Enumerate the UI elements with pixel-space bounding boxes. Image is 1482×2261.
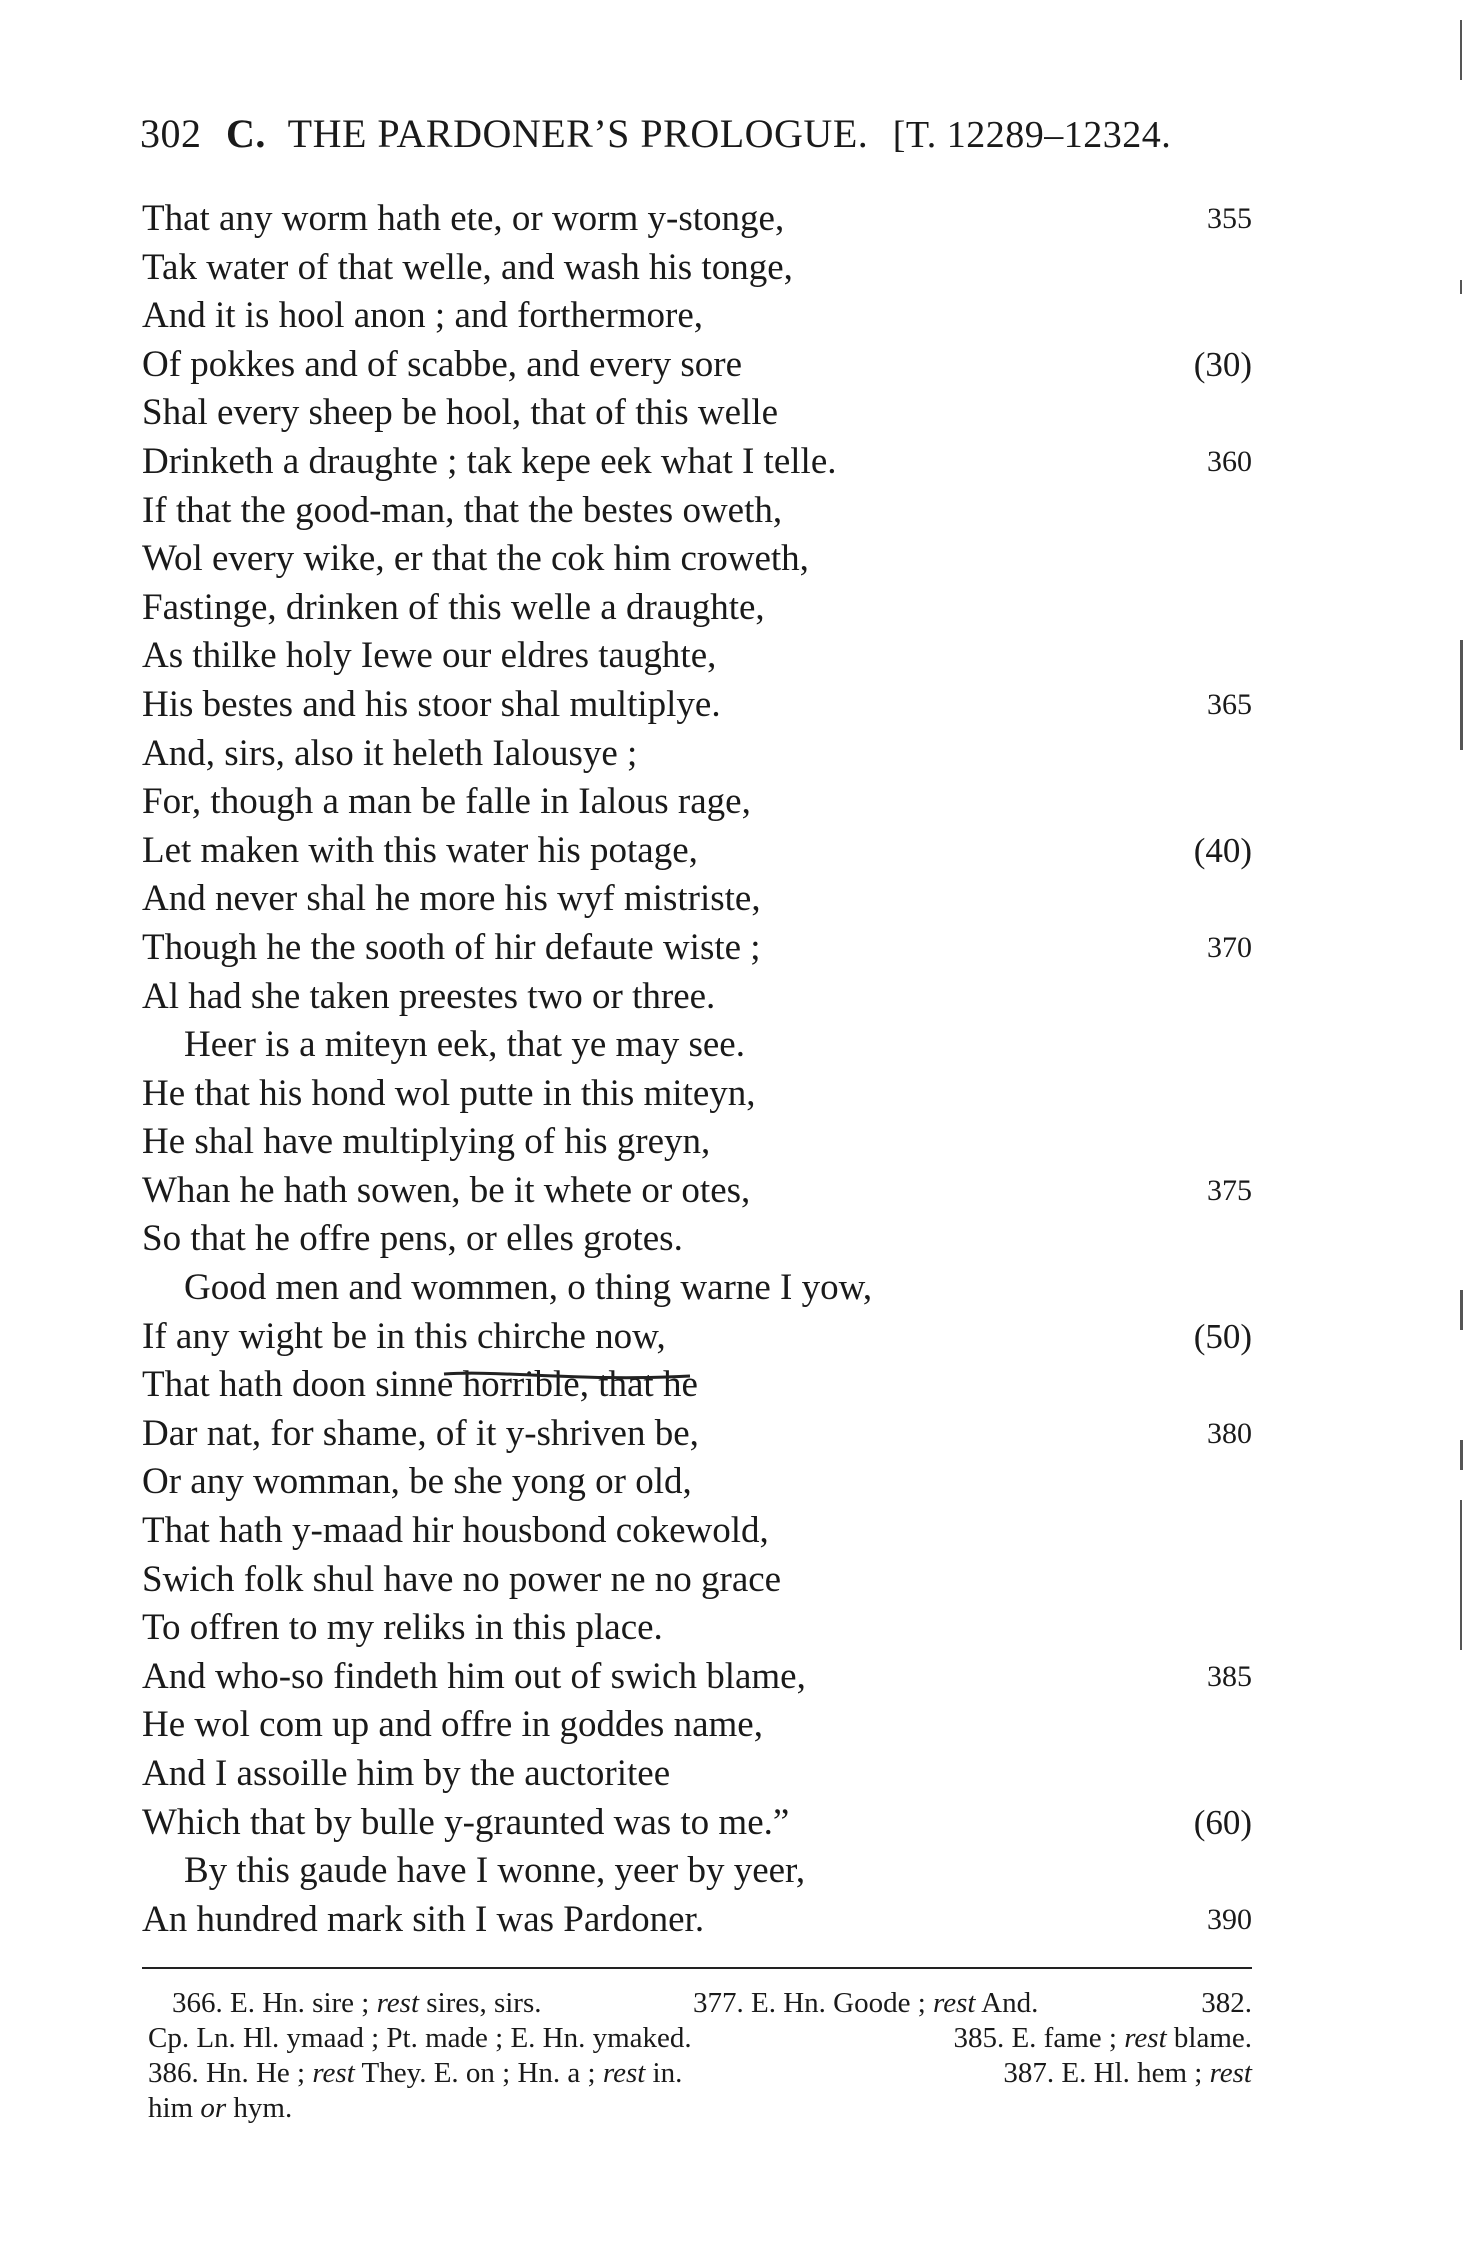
verse-line bbox=[142, 1750, 1252, 1799]
verse-line bbox=[142, 584, 1252, 633]
verse-text: If that the good-man, that the bestes oweth, bbox=[142, 489, 783, 531]
verse-line bbox=[142, 244, 1252, 293]
verse-block bbox=[142, 195, 1252, 1944]
verse-line bbox=[142, 827, 1252, 876]
verse-text: That any worm hath ete, or worm y-stonge, bbox=[142, 198, 785, 239]
verse-text: As thilke holy Iewe our eldres taughte, bbox=[142, 635, 717, 677]
verse-text: Of pokkes and of scabbe, and every sore bbox=[142, 343, 743, 385]
verse-line bbox=[142, 1653, 1252, 1702]
note-387-continued: him or hym. bbox=[148, 2092, 293, 2124]
scan-mark bbox=[1460, 640, 1463, 750]
scan-edge-marks bbox=[1460, 0, 1482, 2261]
verse-text: And I assoille him by the auctoritee bbox=[142, 1753, 671, 1794]
note-377: 377. E. Hn. Goode ; rest And. bbox=[693, 1987, 1039, 2019]
footnote-line bbox=[148, 2091, 1252, 2126]
line-number: 365 bbox=[1207, 687, 1252, 721]
verse-text: And never shal he more his wyf mistriste, bbox=[142, 878, 761, 920]
note-382-number: 382. bbox=[1201, 1987, 1252, 2019]
page-title: THE PARDONER’S PROLOGUE. bbox=[287, 111, 869, 156]
verse-line bbox=[142, 1896, 1252, 1945]
verse-text: Tak water of that welle, and wash his tonge, bbox=[142, 246, 793, 288]
verse-line bbox=[142, 1507, 1252, 1556]
verse-line bbox=[142, 1070, 1252, 1119]
verse-text: Al had she taken preestes two or three. bbox=[142, 975, 716, 1017]
verse-line bbox=[142, 1215, 1252, 1264]
verse-line bbox=[142, 924, 1252, 973]
note-382: Cp. Ln. Hl. ymaad ; Pt. made ; E. Hn. ymaked. bbox=[148, 2022, 692, 2054]
verse-line bbox=[142, 1021, 1252, 1070]
scan-mark bbox=[1460, 20, 1462, 80]
verse-text: An hundred mark sith I was Pardoner. bbox=[142, 1898, 705, 1940]
verse-text: Dar nat, for shame, of it y-shriven be, bbox=[142, 1412, 699, 1454]
verse-text: And it is hool anon ; and forthermore, bbox=[142, 295, 704, 337]
section-letter: C. bbox=[226, 111, 266, 156]
scan-mark bbox=[1460, 1290, 1463, 1330]
line-number: 370 bbox=[1207, 930, 1252, 964]
line-number: 360 bbox=[1207, 444, 1252, 478]
verse-text: Heer is a miteyn eek, that ye may see. bbox=[184, 1024, 745, 1066]
verse-line bbox=[142, 1118, 1252, 1167]
note-386: 386. Hn. He ; rest They. E. on ; Hn. a ; rest in. bbox=[148, 2057, 683, 2089]
verse-line bbox=[142, 292, 1252, 341]
verse-text: Good men and wommen, o thing warne I yow, bbox=[184, 1267, 873, 1309]
verse-text: That hath y-maad hir housbond cokewold, bbox=[142, 1510, 769, 1552]
verse-line bbox=[142, 681, 1252, 730]
note-366: 366. E. Hn. sire ; rest sires, sirs. bbox=[172, 1987, 542, 2019]
verse-line bbox=[142, 1167, 1252, 1216]
line-number: 385 bbox=[1207, 1659, 1252, 1693]
footnote-line bbox=[148, 2021, 1252, 2056]
verse-text: He wol com up and offre in goddes name, bbox=[142, 1704, 763, 1746]
verse-text: Whan he hath sowen, be it whete or otes, bbox=[142, 1169, 751, 1211]
line-number: 390 bbox=[1207, 1902, 1252, 1936]
verse-text: His bestes and his stoor shal multiplye. bbox=[142, 683, 721, 725]
verse-line bbox=[142, 1799, 1252, 1848]
line-number: (40) bbox=[1193, 830, 1252, 870]
verse-line bbox=[142, 730, 1252, 779]
verse-text: So that he offre pens, or elles grotes. bbox=[142, 1218, 683, 1260]
line-number: 380 bbox=[1207, 1416, 1252, 1450]
verse-line bbox=[142, 1361, 1252, 1410]
line-number: (30) bbox=[1193, 344, 1252, 384]
scan-mark bbox=[1460, 1500, 1462, 1650]
verse-line bbox=[142, 341, 1252, 390]
verse-text: To offren to my reliks in this place. bbox=[142, 1607, 663, 1649]
verse-text: By this gaude have I wonne, yeer by yeer, bbox=[184, 1850, 806, 1892]
verse-line bbox=[142, 778, 1252, 827]
note-387: 387. E. Hl. hem ; rest bbox=[1003, 2057, 1252, 2089]
verse-line bbox=[142, 632, 1252, 681]
ink-stroke-mark bbox=[442, 1368, 692, 1384]
footnote-line bbox=[148, 2056, 1252, 2091]
page-number: 302 bbox=[140, 111, 202, 156]
footnotes bbox=[148, 1986, 1252, 2126]
verse-line bbox=[142, 487, 1252, 536]
verse-line bbox=[142, 1701, 1252, 1750]
running-head bbox=[140, 110, 1171, 157]
verse-line bbox=[142, 1264, 1252, 1313]
verse-text: Let maken with this water his potage, bbox=[142, 829, 698, 871]
verse-text: Fastinge, drinken of this welle a draughte, bbox=[142, 586, 765, 628]
verse-text: Wol every wike, er that the cok him croweth, bbox=[142, 538, 809, 580]
verse-line bbox=[142, 438, 1252, 487]
verse-text: He shal have multiplying of his greyn, bbox=[142, 1121, 711, 1163]
line-number: (60) bbox=[1193, 1802, 1252, 1842]
verse-line bbox=[142, 1458, 1252, 1507]
scan-mark bbox=[1460, 280, 1462, 294]
verse-text: He that his hond wol putte in this miteyn, bbox=[142, 1072, 756, 1114]
verse-text: Which that by bulle y-graunted was to me.” bbox=[142, 1801, 790, 1843]
verse-line bbox=[142, 1847, 1252, 1896]
footnote-line bbox=[148, 1986, 1252, 2021]
footnote-rule bbox=[142, 1967, 1252, 1969]
verse-text: If any wight be in this chirche now, bbox=[142, 1315, 666, 1357]
line-number: 375 bbox=[1207, 1173, 1252, 1207]
line-number: 355 bbox=[1207, 202, 1252, 235]
verse-line bbox=[142, 875, 1252, 924]
verse-line bbox=[142, 1604, 1252, 1653]
verse-line bbox=[142, 535, 1252, 584]
verse-line bbox=[142, 1313, 1252, 1362]
verse-text: For, though a man be falle in Ialous rage, bbox=[142, 781, 751, 823]
verse-text: Drinketh a draughte ; tak kepe eek what I telle. bbox=[142, 440, 837, 482]
line-range: [T. 12289–12324. bbox=[892, 114, 1172, 156]
verse-text: And, sirs, also it heleth Ialousye ; bbox=[142, 732, 638, 774]
verse-line bbox=[142, 1410, 1252, 1459]
verse-line bbox=[142, 1556, 1252, 1605]
verse-line bbox=[142, 195, 1252, 244]
note-385: 385. E. fame ; rest blame. bbox=[953, 2022, 1252, 2054]
verse-text: Or any womman, be she yong or old, bbox=[142, 1461, 692, 1503]
verse-line bbox=[142, 973, 1252, 1022]
verse-text: Swich folk shul have no power ne no grace bbox=[142, 1558, 782, 1600]
verse-text: And who-so findeth him out of swich blame, bbox=[142, 1655, 806, 1697]
scan-mark bbox=[1460, 1440, 1463, 1470]
verse-text: That hath doon sinne horrible, that he bbox=[142, 1364, 698, 1406]
verse-line bbox=[142, 389, 1252, 438]
verse-text: Though he the sooth of hir defaute wiste ; bbox=[142, 926, 761, 968]
line-number: (50) bbox=[1193, 1316, 1252, 1356]
verse-text: Shal every sheep be hool, that of this welle bbox=[142, 392, 779, 434]
